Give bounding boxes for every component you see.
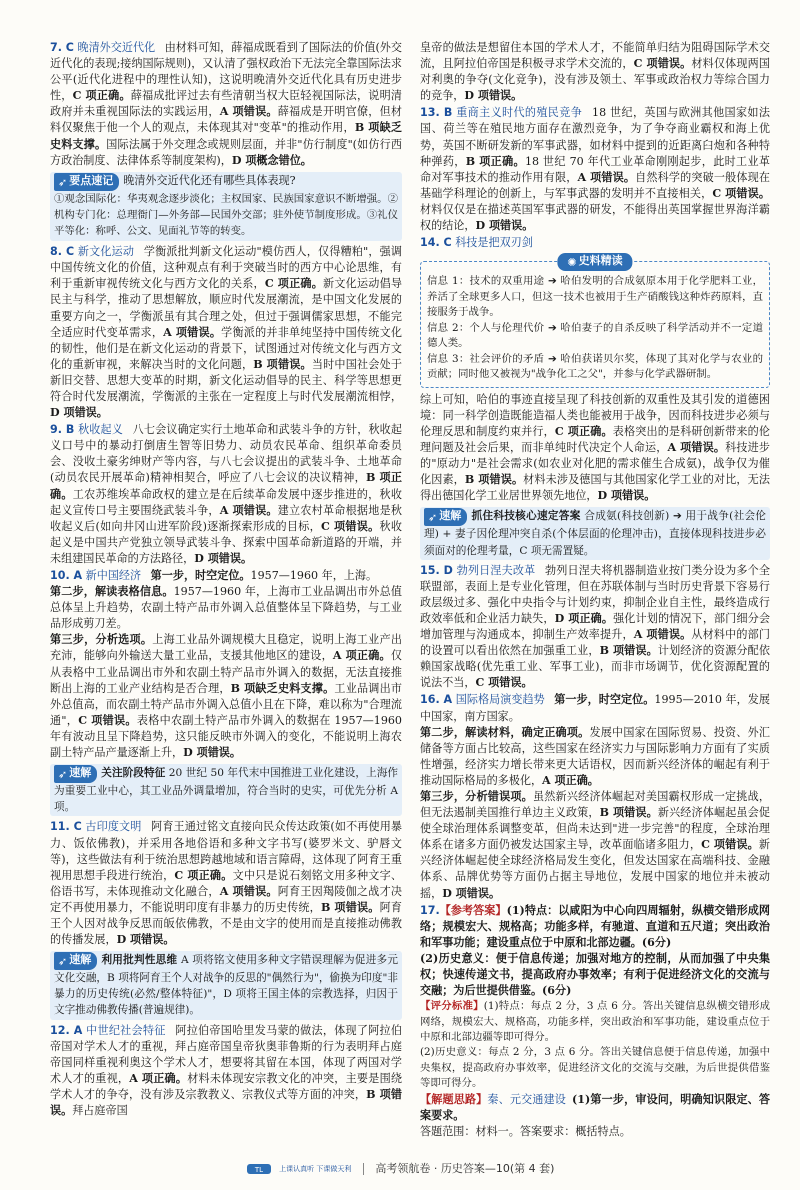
fast-solve-tag: ➶ 速解 (54, 765, 97, 783)
source-info-2: 信息 2：个人与伦理代价 ➔ 哈伯妻子的自杀反映了科学活动并不一定道德人类。 (427, 321, 763, 350)
left-column (50, 40, 402, 1120)
key-points-tag: ➶ 要点速记 (54, 173, 119, 191)
question-15-explanation: 15. D 勃列日涅夫改革 勃列日涅夫将机器制造业按门类分设为多个全联盟部，表面上是专业化管理，但在苏联体制与当时历史背景下容易行政层级过多、强化中央指令与计划约束，抑制企业自主性，最终造成行政效率低和企业活力缺失，D 项正确。强化计划的情况下，部门细分会增加管理与沟通成本，抑制生产效率提升，A 项错误。从材料中的部门的设置可以看出依然在加强重工业，B 项错误。计划经济的资源分配依赖国家战略(优先重工业、军事工业)，而非市场调节，优化资源配置的说法不当，C 项错误。 (420, 563, 770, 690)
key-points-text: ①观念国际化：华夷观念逐步淡化；主权国家、民族国家意识不断增强。②机构专门化：总理衙门—外务部—民国外交部；驻外使节制度形成。③礼仪平等化：称呼、公文、见面礼节等的转变。 (54, 192, 398, 238)
question-10-explanation: 10. A 新中国经济 第一步，时空定位。1957—1960 年，上海。 第二步，解读表格信息。1957—1960 年，上海市工业品调出市外总值总体呈上升趋势，农副土特产品市外调入总值整体呈下降趋势，与工业品形成剪刀差。 第三步，分析选项。上海工业品外调规模大且稳定，说明上海工业产出充沛，能够向外输送大量工业品，支援其他地区的建设，A 项正确。仅从表格中工业品调出市外和农副土特产品市外调入的数据，无法直接推断出上海的工业产业结构是否合理，B 项缺乏史料支撑。工业品调出市外总值高，而农副土特产品市外调入总值小且在下降，难以称为"合理流通"，C 项错误。表格中农副土特产品市外调入的数据在 1957—1960 年有波动且呈下降趋势，这只能反映市外调入的变化，不能说明上海农副土特产品产量逐渐上升，D 项错误。 (50, 569, 402, 760)
footer-page-label: 高考领航卷 · 历史答案—10(第 4 套) (375, 1162, 555, 1175)
fast-solve-box-11: ➶ 速解 利用批判性思维 A 项将铭文使用多种文字错误理解为促进多元文化交融，B 项将阿育王个人对战争的反思的"偶然行为"，偷换为印度"非暴力的历史传统(必然/整体特征)"，D 项将王国主体的宗教选择，归因于文字推动佛教传播(普遍规律)。 (50, 951, 402, 1019)
question-16-explanation: 16. A 国际格局演变趋势 第一步，时空定位。1995—2010 年，发展中国家，南方国家。 第二步，解读材料，确定正确项。发展中国家在国际贸易、投资、外汇储备等方面占比较高，这些国家在经济实力与国际影响力方面有了实质性增强，经济实力增长带来更大话语权，因而新兴经济体的崛起有利于推动国际格局的多极化，A 项正确。 第三步，分析错误项。虽然新兴经济体崛起对美国霸权形成一定挑战，但无法遏制美国推行单边主义政策，B 项错误。新兴经济体崛起虽会促使全球治理体系调整变革，但尚未达到"进一步完善"的程度，全球治理体系在诸多方面仍被发达国家主导，改革面临诸多阻力，C 项错误。新兴经济体崛起使全球经济格局发生变化，但发达国家在高端科技、金融体系、品牌优势等方面仍占据主导地位，发展中国家的地位并未被动摇，D 项错误。 (420, 693, 770, 900)
question-17-answer: 17.【参考答案】(1)特点：以咸阳为中心向四周辐射，纵横交错形成网络；规模宏大、规格高；功能多样，有驰道、直道和五尺道；突出政治和军事功能；建设重点位于中原和北部边疆。(6分) (2)历史意义：便于信息传递；加强对地方的控制，从而加强了中央集权；快速传递文书，提高政府办事效率；有利于促进经济文化的交流与交融；为后世提供借鉴。(6分) 【评分标准】(1)特点：每点 2 分，3 点 6 分。答出关键信息纵横交错形成网络，规模宏大、规格高，功能多样，突出政治和军事功能，建设重点位于中原和北部边疆等即可得分。 (2)历史意义：每点 2 分，3 点 6 分。答出关键信息便于信息传递，加强中央集权，提高政府办事效率，促进经济文化的交流与交融，为后世提供借鉴等即可得分。 【解题思路】秦、元交通建设 (1)第一步，审设问，明确知识限定、答案要求。 答题范围：材料一。答案要求：概括特点。 (420, 903, 770, 1138)
question-8-explanation: 8. C 新文化运动 学衡派批判新文化运动"模仿西人，仅得糟粕"，强调中国传统文化的价值，这种观点有利于突破当时的西方中心论思维，有利于重新审视传统文化与西方文化的关系，C 项正确。新文化运动倡导民主与科学，推动了思想解放，顺应时代发展潮流，是中国文化发展的重要方向之一，学衡派虽有其合理之处，但过于强调儒家思想，不能完全适应时代变革需求，A 项错误。学衡派的并非单纯坚持中国传统文化的韧性，他们是在新文化运动的背景下，试图通过对传统文化与西方文化的重新审视，来解决当时的文化问题，B 项错误。当时中国社会处于新旧交替、思想大变革的时期，新文化运动倡导的民主、科学等思想更符合时代发展潮流，学衡派的主张在一定程度上与时代发展潮流相悖，D 项错误。 (50, 245, 402, 420)
topic-label: 晚清外交近代化 (77, 41, 156, 54)
key-points-box: ➶ 要点速记 晚清外交近代化还有哪些具体表现? ①观念国际化：华夷观念逐步淡化；主权国家、民族国家意识不断增强。②机构专门化：总理衙门—外务部—民国外交部；驻外使节制度形成。③礼仪平等化：称呼、公文、见面礼节等的转变。 (50, 172, 402, 241)
svg-text:TL: TL (254, 1166, 263, 1174)
page-footer (0, 1160, 800, 1176)
fast-solve-box-14: ➶ 速解 抓住科技核心速定答案 合成氨(科技创新) ➔ 用于战争(社会伦理) + 妻子因伦理冲突自杀(个体层面的伦理冲击)，直接体现科技进步必须面对的伦理考量，C 项无需置疑。 (420, 507, 770, 559)
rocket-icon: ➶ (428, 511, 438, 525)
question-9-explanation: 9. B 秋收起义 八七会议确定实行土地革命和武装斗争的方针，秋收起义口号中的暴动打倒唐生智等旧势力、动员农民革命、组织革命委员会、没收土豪劣绅财产等内容，与八七会议提出的武装斗争、土地革命(动员农民开展革命)精神相契合，呼应了八七会议的决议精神，B 项正确。工农苏维埃革命政权的建立是在后续革命发展中逐步推进的，秋收起义宣传口号主要围绕武装斗争，A 项错误。建立农村革命根据地是秋收起义后(如向井冈山进军阶段)逐渐探索形成的目标，C 项错误。秋收起义是中国共产党独立领导武装斗争、探索中国革命新道路的开端，并未组建国民革命的方法路径，D 项错误。 (50, 423, 402, 565)
source-info-3: 信息 3：社会评价的矛盾 ➔ 哈伯获诺贝尔奖，体现了其对化学与农业的贡献；同时他又被视为"战争化工之父"，并参与化学武器研制。 (427, 352, 763, 381)
question-14-explanation: 综上可知，哈伯的事迹直接呈现了科技创新的双重性及其引发的道德困境：同一科学创造既能造福人类也能被用于战争，因而科技进步必须与伦理反思和制度约束并行，C 项正确。表格突出的是科研创新带来的伦理问题及社会后果，而非单纯时代决定个人命运，A 项错误。科技进步的"原动力"是社会需求(如农业对化肥的需求催生合成氨)，战争仅为催化因素，B 项错误。材料未涉及德国与其他国家化学工业的对比，无法得出德国化学工业居世界领先地位，D 项错误。 (420, 392, 770, 503)
solution-idea-label: 【解题思路】 (420, 1092, 488, 1106)
publisher-logo-icon (246, 1162, 272, 1176)
fast-solve-box-10: ➶ 速解 关注阶段特征 20 世纪 50 年代末中国推进工业化建设，上海作为重要工业中心，其工业品外调量增加，符合当时的史实，可优先分析 A 项。 (50, 764, 402, 816)
fast-solve-tag: ➶ 速解 (54, 952, 97, 970)
rocket-icon: ➶ (58, 175, 68, 189)
question-13-explanation: 13. B 重商主义时代的殖民竞争 18 世纪，英国与欧洲其他国家如法国、荷兰等在殖民地方面存在激烈竞争，为了争夺商业霸权和海上优势，英国不断研发新的军事武器，如材料中提到的近距离臼炮和各种特种弹药，B 项正确。18 世纪 70 年代工业革命刚刚起步，此时工业革命对军事技术的推动作用有限，A 项错误。自然科学的突破一般体现在基础学科理论的创新上，与军事武器的发明并不直接相关，C 项错误。材料仅仅是在描述英国军事武器的研发，不能得出英国掌握世界海洋霸权的结论，D 项错误。 (420, 106, 770, 233)
lightbulb-icon: ✺ (567, 256, 577, 270)
question-14-header: 14. C 科技是把双刃剑 (420, 236, 533, 250)
question-12-explanation: 12. A 中世纪社会特征 阿拉伯帝国哈里发马蒙的做法，体现了阿拉伯帝国对学术人才的重视，拜占庭帝国皇帝狄奥菲鲁斯的行为表明拜占庭帝国同样重视利奥这个学术人才，想要将其留在本国，体现了两国对学术人才的重视，A 项正确。材料未体现安宗教文化的冲突，主要是围绕学术人才的争夺，没有涉及宗教教义、宗教仪式等方面的冲突，B 项错误。拜占庭帝国 (50, 1023, 402, 1117)
source-reading-box (420, 254, 770, 388)
rocket-icon: ➶ (58, 768, 68, 782)
publisher-slogan: 上课认真听 下课做天利 (279, 1165, 352, 1173)
source-info-1: 信息 1：技术的双重用途 ➔ 哈伯发明的合成氨原本用于化学肥料工业，养活了全球更多人口，但这一技术也被用于生产硝酸钱这种炸药原料，直接服务于战争。 (427, 275, 763, 319)
question-11-explanation: 11. C 古印度文明 阿育王通过铭文直接向民众传达政策(如不再使用暴力、饭依佛教)，并采用各地俗语和多种文字书写(婆罗米文、驴唇文等)，这些做法有利于统治思想跨越地域和语言障碍，这体现了阿育王重视用思想手段进行统治，C 项正确。文中只是说石刻铭文用多种文字、俗语书写，未体现推动文化融合，A 项错误。阿育王因羯陵伽之战才决定不再使用暴力，不能说明印度有非暴力的历史传统，B 项错误。阿育王个人因对战争反思而皈依佛教，不是由文字的使用而是直接推动佛教的传播发展，D 项错误。 (50, 820, 402, 947)
scoring-criteria: 【评分标准】(1)特点：每点 2 分，3 点 6 分。答出关键信息纵横交错形成网络，规模宏大、规格高，功能多样，突出政治和军事功能，建设重点位于中原和北部边疆等即可得分。 (2)历史意义：每点 2 分，3 点 6 分。答出关键信息便于信息传递，加强中央集权，提高政府办事效率，促进经济文化的交流与交融，为后世提供借鉴等即可得分。 (420, 1000, 770, 1090)
reference-answer-label: 【参考答案】 (439, 903, 507, 917)
rocket-icon: ➶ (58, 955, 68, 969)
question-7-explanation: 7. C 晚清外交近代化 由材料可知，薛福成既看到了国际法的价值(外交近代化的表现;接纳国际规则)，又认清了强权政治下无法完全靠国际法求公平(近代化进程中的理性认知)，这说明晚清外交近代化具有历史进步性，C 项正确。薛福成批评过去有些清朝当权大臣轻视国际法，说明清政府并未重视国际法的实践运用，A 项错误。薛福成是开明官僚，但材料仅聚焦于他一个人的观点，未体现其对"变革"的推动作用，B 项缺乏史料支撑。国际法属于外交理念或规则层面，并非"仿行制度"(如仿行西方政治制度、法律体系等制度架构)，D 项概念错位。 (50, 41, 402, 167)
footer-divider (363, 1163, 364, 1175)
question-12-continued: 皇帝的做法是想留住本国的学术人才，不能简单归结为阻碍国际学术交流，且阿拉伯帝国是积极寻求学术交流的，C 项错误。材料仅体现两国对利奥的争夺(文化竞争)，没有涉及领土、军事或政治权力等综合国力的竞争，D 项错误。 (420, 41, 770, 103)
fast-solve-tag: ➶ 速解 (424, 508, 467, 526)
source-reading-title: ✺ 史料精读 (557, 253, 632, 271)
right-column (420, 40, 770, 1141)
question-number: 7. C (50, 41, 74, 54)
